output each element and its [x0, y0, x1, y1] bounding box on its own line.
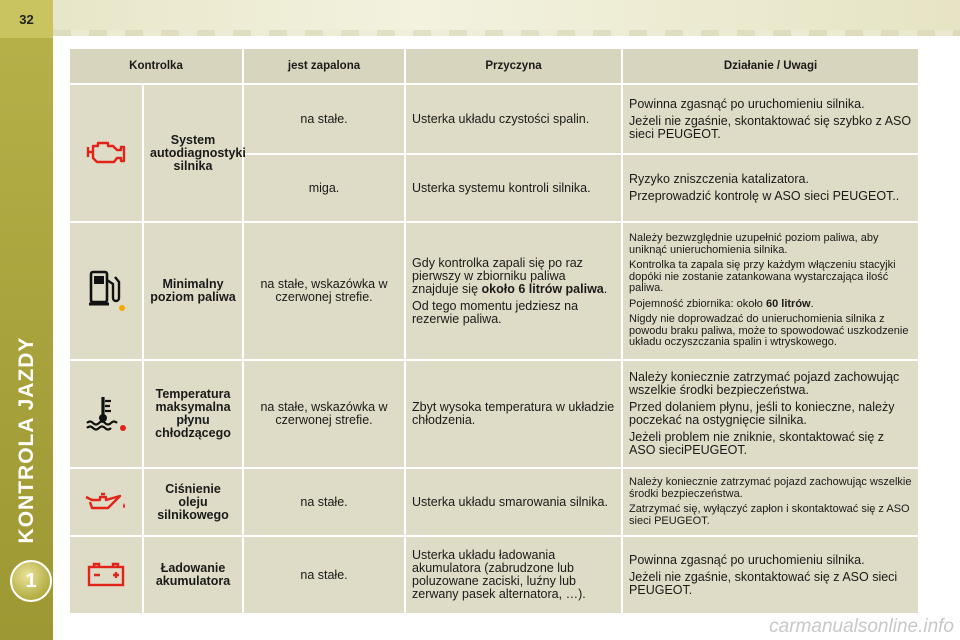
battery-lit: na stałe.	[244, 537, 404, 613]
header-lit: jest zapalona	[244, 49, 404, 83]
coolant-temperature-icon	[70, 361, 142, 467]
warning-lights-table	[68, 47, 920, 615]
engine-cause-2: Usterka systemu kontroli silnika.	[406, 155, 621, 221]
table-row	[70, 85, 918, 153]
fuel-lit: na stałe, wskazówka w czerwonej strefie.	[244, 223, 404, 359]
table-row	[70, 361, 918, 467]
table-header-row	[70, 49, 918, 83]
table-row	[70, 223, 918, 359]
engine-action-1: Powinna zgasnąć po uruchomieniu silnika. Jeżeli nie zgaśnie, skontaktować się szybko z ASO sieci PEUGEOT.	[623, 85, 918, 153]
engine-lit-1: na stałe.	[244, 85, 404, 153]
header-action: Działanie / Uwagi	[623, 49, 918, 83]
battery-action: Powinna zgasnąć po uruchomieniu silnika. Jeżeli nie zgaśnie, skontaktować się z ASO sieci PEUGEOT.	[623, 537, 918, 613]
coolant-action: Należy koniecznie zatrzymać pojazd zachowując wszelkie środki bezpieczeństwa. Przed dolaniem płynu, jeśli to konieczne, należy poczekać na ostygnięcie silnika. Jeżeli problem nie zniknie, skontaktować się z ASO sieciPEUGEOT.	[623, 361, 918, 467]
fuel-pump-icon	[70, 223, 142, 359]
table-row	[70, 537, 918, 613]
engine-warning-icon	[70, 85, 142, 221]
chapter-title: KONTROLA JAZDY	[15, 336, 38, 544]
battery-charge-icon	[70, 537, 142, 613]
header-kontrolka: Kontrolka	[70, 49, 242, 83]
engine-action-2: Ryzyko zniszczenia katalizatora. Przeprowadzić kontrolę w ASO sieci PEUGEOT..	[623, 155, 918, 221]
fuel-name: Minimalny poziom paliwa	[144, 223, 242, 359]
page-number: 32	[0, 0, 53, 38]
coolant-lit: na stałe, wskazówka w czerwonej strefie.	[244, 361, 404, 467]
oil-name: Ciśnienie oleju silnikowego	[144, 469, 242, 535]
fuel-action: Należy bezwzględnie uzupełnić poziom paliwa, aby uniknąć unieruchomienia silnika. Kontrolka ta zapala się przy każdym włączeniu stacyjki dopóki nie zostanie zatankowana wystarczająca ilość paliwa. Pojemność zbiornika: około 60 litrów. Nigdy nie doprowadzać do unieruchomienia silnika z powodu braku paliwa, może to spowodować uszkodzenie układu oczyszczania spalin i wtryskowego.	[623, 223, 918, 359]
battery-name: Ładowanie akumulatora	[144, 537, 242, 613]
oil-cause: Usterka układu smarowania silnika.	[406, 469, 621, 535]
chapter-badge: 1	[10, 560, 52, 602]
battery-cause: Usterka układu ładowania akumulatora (zabrudzone lub poluzowane zaciski, luźny lub zerwany pasek alternatora, …).	[406, 537, 621, 613]
coolant-name: Temperatura maksymalna płynu chłodzącego	[144, 361, 242, 467]
coolant-cause: Zbyt wysoka temperatura w układzie chłodzenia.	[406, 361, 621, 467]
oil-action: Należy koniecznie zatrzymać pojazd zachowując wszelkie środki bezpieczeństwa. Zatrzymać się, wyłączyć zapłon i skontaktować się z ASO sieci PEUGEOT.	[623, 469, 918, 535]
fuel-cause: Gdy kontrolka zapali się po raz pierwszy w zbiorniku paliwa znajduje się około 6 litrów paliwa. Od tego momentu jedziesz na rezerwie paliwa.	[406, 223, 621, 359]
engine-name: System autodiagnostyki silnika	[144, 85, 242, 221]
header-band	[53, 0, 960, 36]
engine-cause-1: Usterka układu czystości spalin.	[406, 85, 621, 153]
header-cause: Przyczyna	[406, 49, 621, 83]
engine-lit-2: miga.	[244, 155, 404, 221]
watermark: carmanualsonline.info	[769, 616, 954, 637]
sidebar	[0, 0, 53, 640]
oil-pressure-icon	[70, 469, 142, 535]
oil-lit: na stałe.	[244, 469, 404, 535]
table-row	[70, 469, 918, 535]
